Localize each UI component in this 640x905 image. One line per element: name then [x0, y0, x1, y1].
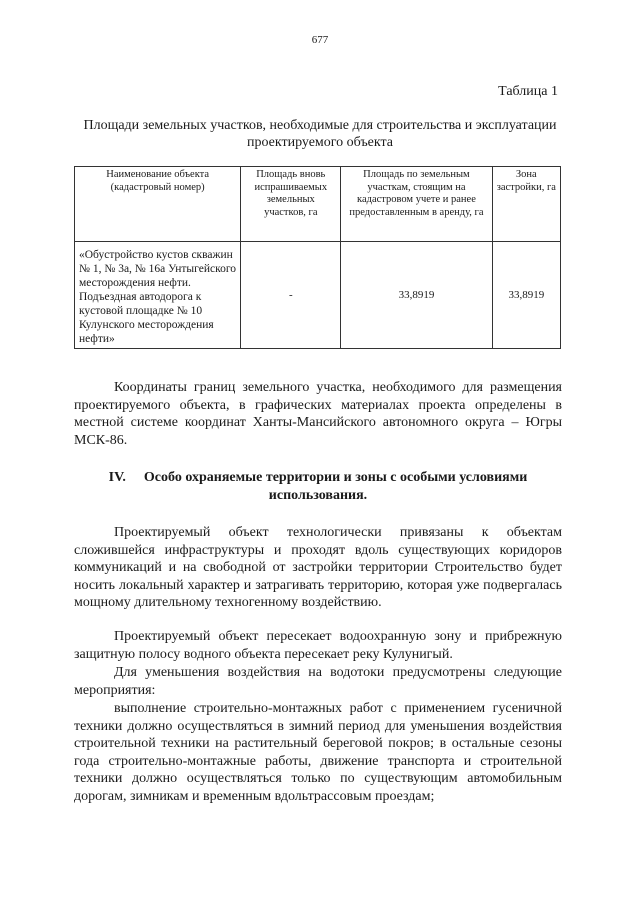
table-caption: Площади земельных участков, необходимые для строительства и эксплуатации проектируемого объекта: [83, 118, 557, 150]
table-header-row: [75, 167, 561, 242]
paragraph-measures-intro: Для уменьшения воздействия на водотоки предусмотрены следующие мероприятия:: [74, 665, 562, 698]
header-new-area: Площадь вновь испрашиваемых земельных участков, га: [241, 167, 341, 242]
cell-zone: 33,8919: [492, 242, 560, 349]
header-object-name: Наименование объекта (кадастровый номер): [75, 167, 241, 242]
paragraph-measures-item: выполнение строительно-монтажных работ с применением гусеничной техники должно осуществляться в зимний период для уменьшения воздействия строительной техники на растительный береговой покров; в остальные сезоны года строительно-монтажные работы, движение транспорта и строительной техники должно осуществляться только по существующим автомобильным дорогам, зимникам и временным вдольтрассовым проездам;: [74, 701, 562, 804]
section-number: IV.: [108, 470, 126, 485]
paragraph-infrastructure: Проектируемый объект технологически привязаны к объектам сложившейся инфраструктуры и проходят вдоль существующих коридоров коммуникаций и на свободной от застройки территории Строительство будет носить локальный характер и затрагивать территорию, которая уже подвергалась мощному длительному техногенному воздействию.: [74, 525, 562, 610]
section-heading: [74, 469, 562, 505]
land-area-table: [74, 166, 561, 349]
coordinates-paragraph: Координаты границ земельного участка, необходимого для размещения проектируемого объекта, в графических материалах проекта определены в местной системе координат Ханты-Мансийского автономного округа – Югры МСК-86.: [74, 380, 562, 448]
table-label: Таблица 1: [498, 84, 558, 99]
section-title: Особо охраняемые территории и зоны с особыми условиями использования.: [143, 470, 528, 503]
header-zone: Зона застройки, га: [492, 167, 560, 242]
cell-object-name: «Обустройство кустов скважин № 1, № 3а, № 16а Унтыгейского месторождения нефти. Подъездная автодорога к кустовой площадке № 10 Кулунского месторождения нефти»: [75, 242, 241, 349]
header-registered-area: Площадь по земельным участкам, стоящим на кадастровом учете и ранее предоставленным в аренду, га: [341, 167, 492, 242]
cell-registered-area: 33,8919: [341, 242, 492, 349]
table-row: [75, 242, 561, 349]
page-number: 677: [311, 34, 329, 46]
paragraph-water-zone: Проектируемый объект пересекает водоохранную зону и прибрежную защитную полосу водного объекта пересекает реку Кулунигый.: [74, 629, 562, 662]
cell-new-area: -: [241, 242, 341, 349]
